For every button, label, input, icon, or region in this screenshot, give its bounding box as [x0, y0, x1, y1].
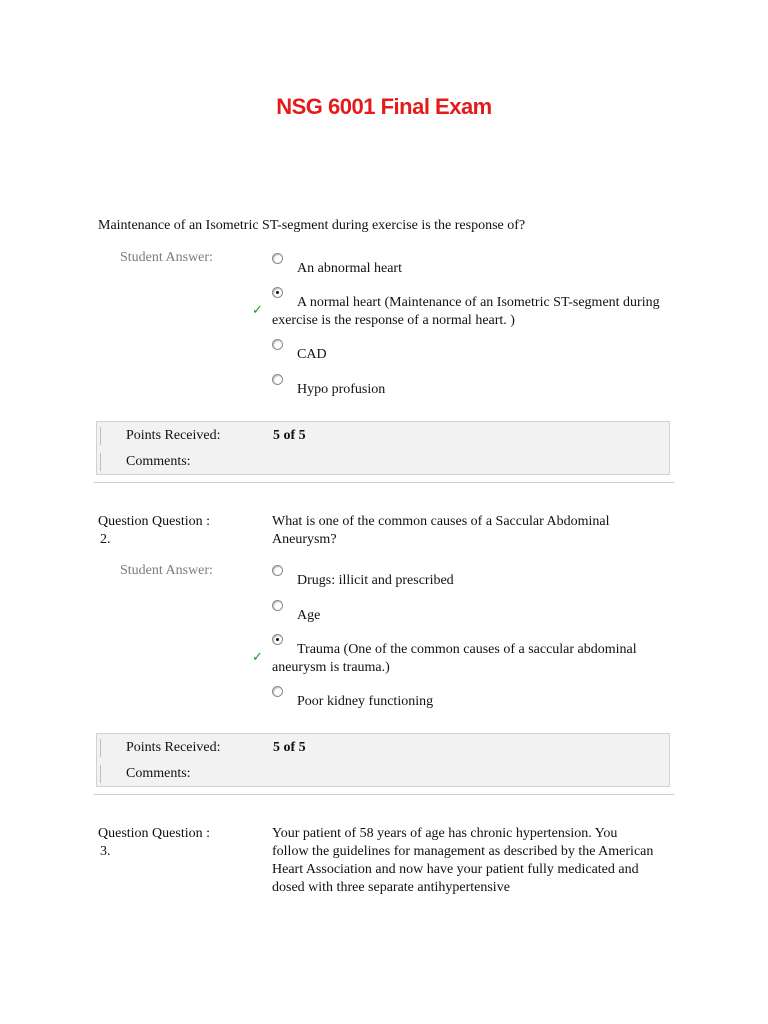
- option-text: Drugs: illicit and prescribed: [297, 573, 454, 588]
- question-1-text: Maintenance of an Isometric ST-segment during exercise is the response of?: [98, 218, 526, 233]
- question-3-text: Your patient of 58 years of age has chronic hypertension. You follow the guidelines for management as described by the American Heart Association and now have your patient fully medicated and dosed with three separate antihypertensive: [272, 826, 654, 895]
- check-icon: ✓: [252, 650, 263, 665]
- comments-label: Comments:: [126, 766, 191, 781]
- option-text: Poor kidney functioning: [297, 694, 434, 709]
- page-title: NSG 6001 Final Exam: [276, 94, 492, 119]
- student-answer-label: Student Answer:: [120, 250, 213, 265]
- student-answer-label: Student Answer:: [120, 563, 213, 578]
- radio-icon[interactable]: [272, 287, 283, 298]
- option-text: A normal heart (Maintenance of an Isometric ST-segment during exercise is the response of a normal heart. ): [272, 295, 660, 328]
- points-label: Points Received:: [126, 740, 221, 755]
- radio-icon[interactable]: [272, 686, 283, 697]
- q2-option-2[interactable]: [272, 607, 672, 625]
- divider: [94, 794, 674, 795]
- option-text: Trauma (One of the common causes of a saccular abdominal aneurysm is trauma.): [272, 642, 637, 675]
- question-3-label: Question Question : 3.: [98, 826, 210, 859]
- check-icon: ✓: [252, 303, 263, 318]
- q2-option-4[interactable]: [272, 693, 672, 711]
- question-2-text: What is one of the common causes of a Saccular Abdominal Aneurysm?: [272, 514, 610, 547]
- option-text: Age: [297, 608, 321, 623]
- radio-icon[interactable]: [272, 600, 283, 611]
- points-label: Points Received:: [126, 428, 221, 443]
- radio-icon[interactable]: [272, 339, 283, 350]
- q1-option-4[interactable]: [272, 381, 672, 399]
- radio-icon[interactable]: [272, 374, 283, 385]
- divider: [94, 482, 674, 483]
- question-2-label: Question Question : 2.: [98, 514, 210, 547]
- radio-icon[interactable]: [272, 565, 283, 576]
- points-value: 5 of 5: [273, 740, 306, 755]
- q2-option-3[interactable]: [272, 641, 672, 677]
- radio-icon[interactable]: [272, 634, 283, 645]
- option-text: Hypo profusion: [297, 382, 386, 397]
- q1-option-1[interactable]: [272, 260, 672, 278]
- points-box: [96, 421, 670, 475]
- option-text: CAD: [297, 347, 327, 362]
- q1-option-3[interactable]: [272, 346, 672, 364]
- points-box: [96, 733, 670, 787]
- option-text: An abnormal heart: [297, 261, 402, 276]
- comments-label: Comments:: [126, 454, 191, 469]
- q2-option-1[interactable]: [272, 572, 672, 590]
- points-value: 5 of 5: [273, 428, 306, 443]
- radio-icon[interactable]: [272, 253, 283, 264]
- q1-option-2[interactable]: [272, 294, 672, 330]
